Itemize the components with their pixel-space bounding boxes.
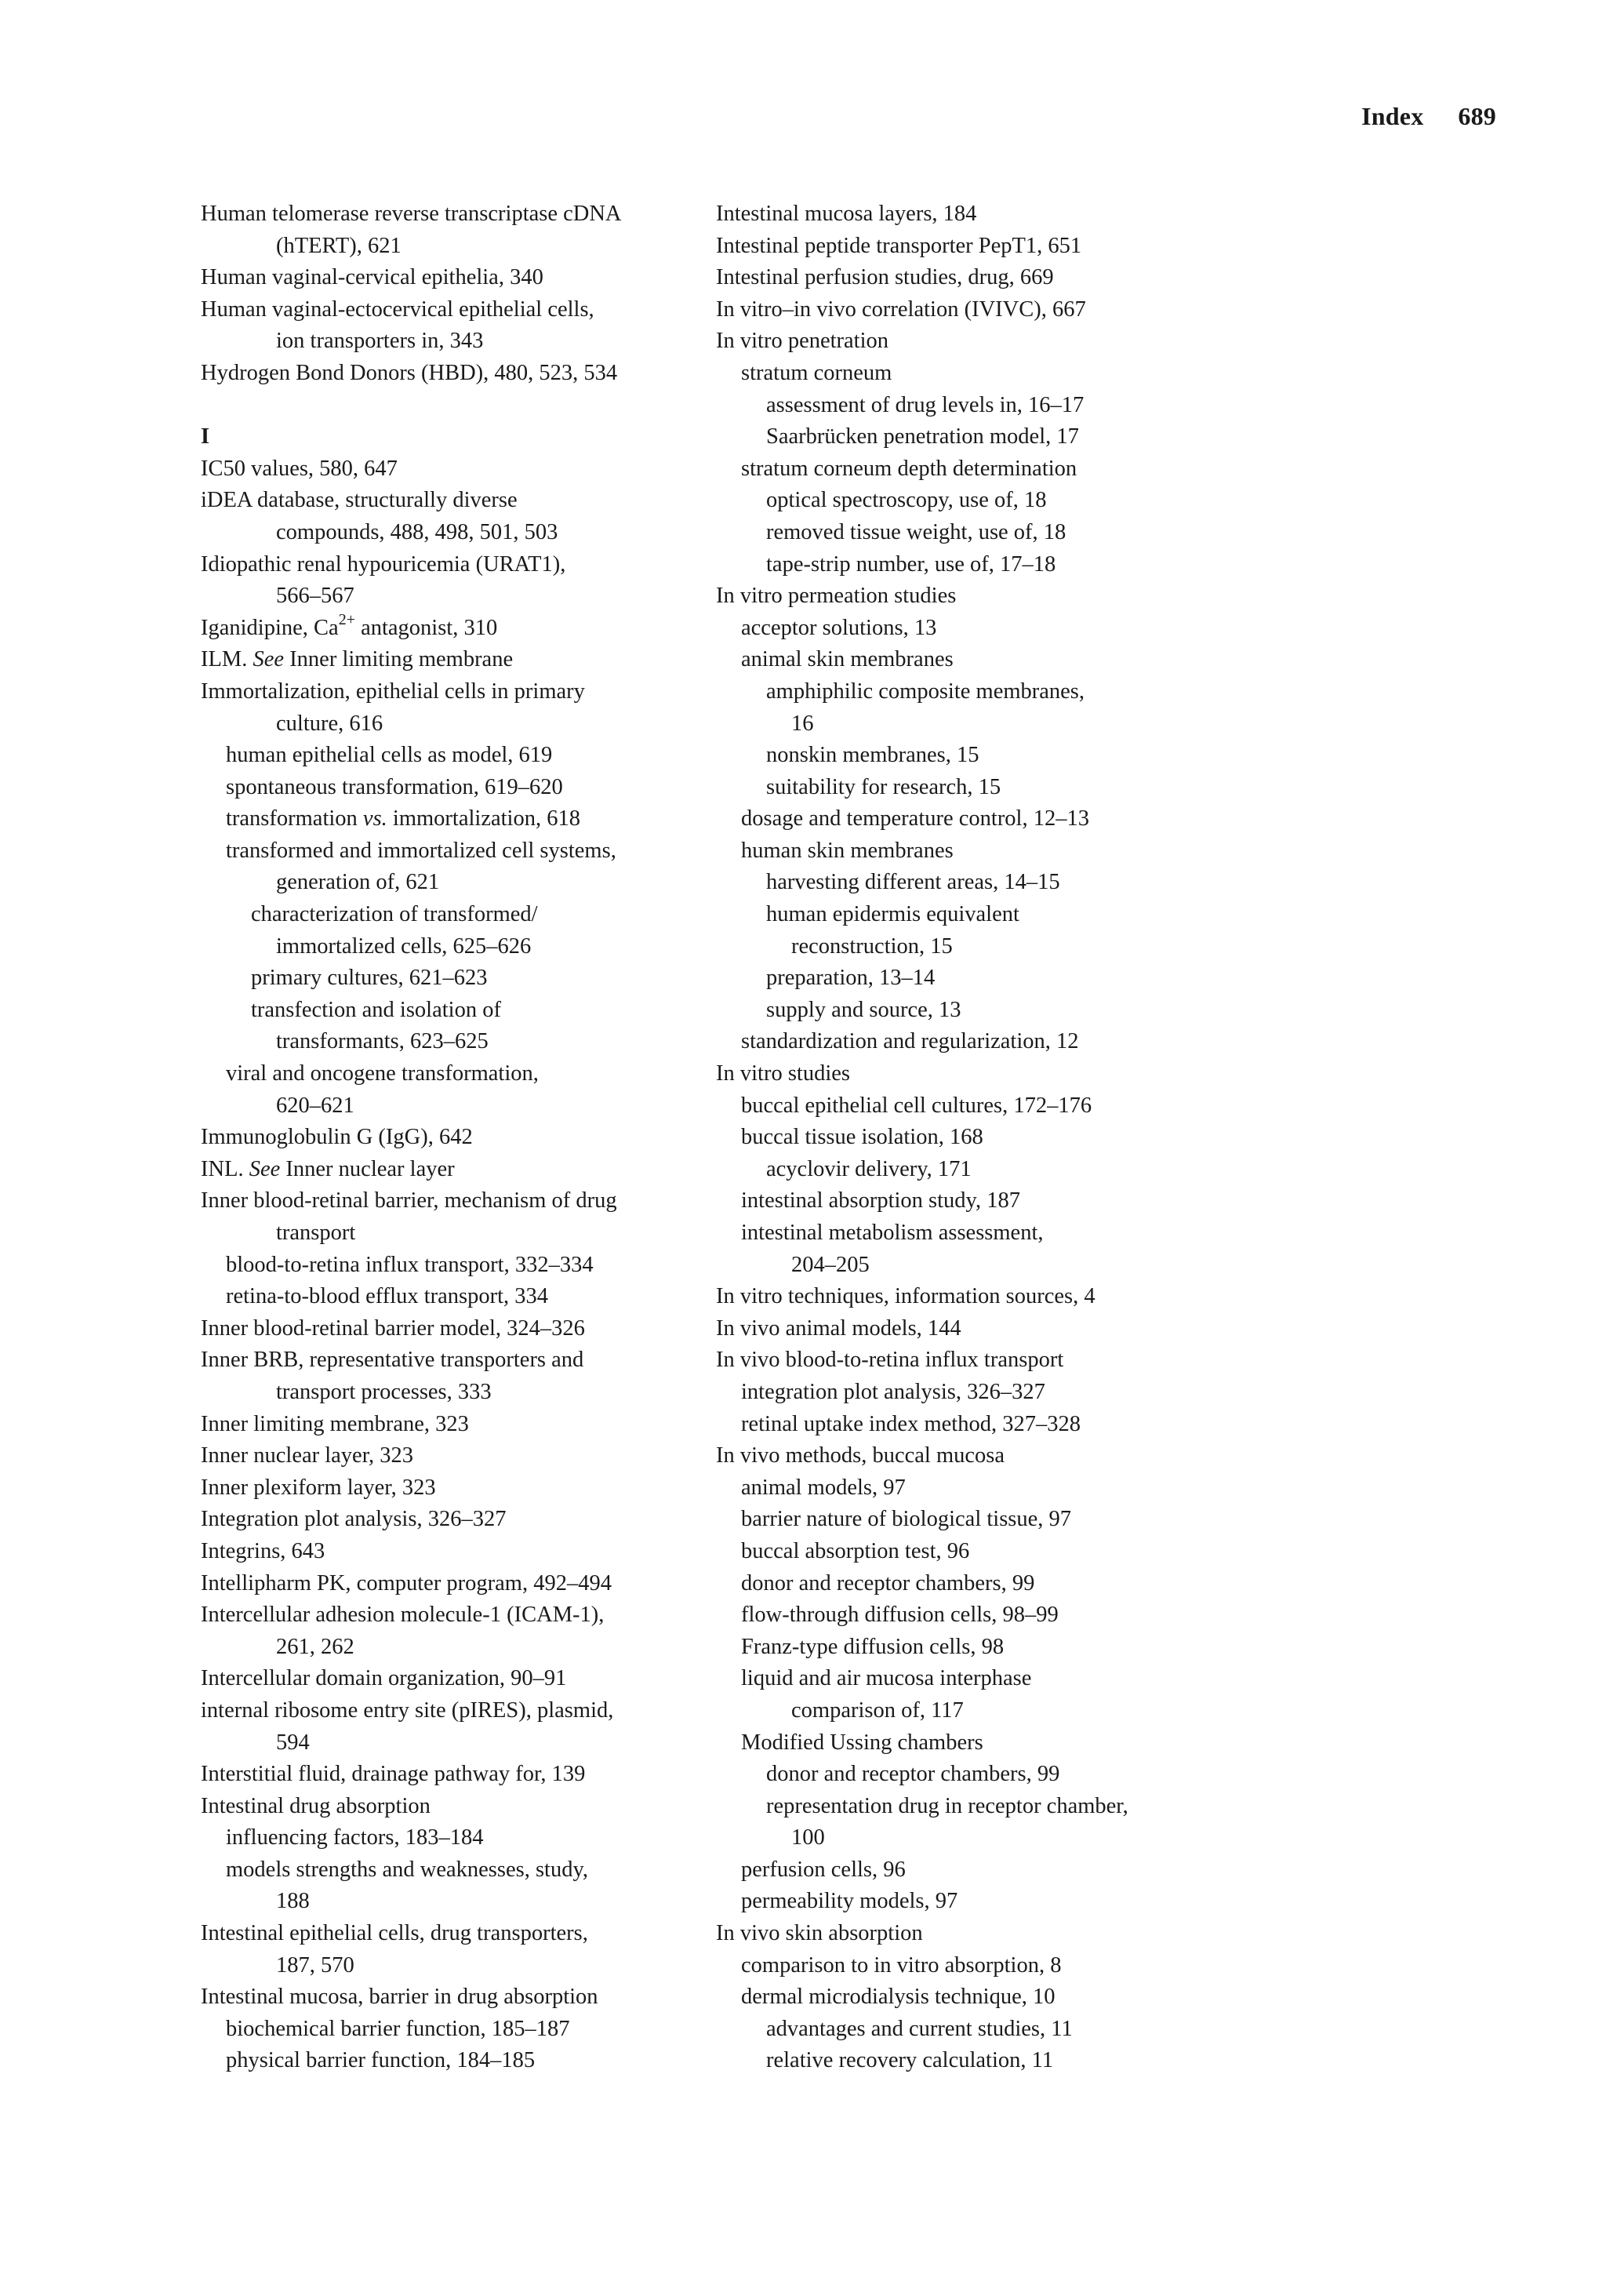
index-entry: retinal uptake index method, 327–328 bbox=[741, 1411, 1081, 1436]
index-entry: Intestinal peptide transporter PepT1, 651 bbox=[716, 233, 1082, 258]
index-entry: transport bbox=[276, 1221, 356, 1245]
index-entry: transformants, 623–625 bbox=[276, 1029, 489, 1054]
index-entry: suitability for research, 15 bbox=[766, 774, 1001, 799]
index-entry: dermal microdialysis technique, 10 bbox=[741, 1985, 1056, 2010]
index-entry: Intestinal epithelial cells, drug transporters, bbox=[201, 1921, 588, 1946]
index-entry: Immunoglobulin G (IgG), 642 bbox=[201, 1125, 473, 1150]
index-entry: IC50 values, 580, 647 bbox=[201, 456, 398, 481]
index-entry: In vitro studies bbox=[716, 1061, 850, 1086]
index-entry: comparison of, 117 bbox=[791, 1697, 964, 1723]
index-entry: intestinal metabolism assessment, bbox=[741, 1221, 1044, 1245]
index-entry: immortalized cells, 625–626 bbox=[276, 933, 532, 959]
index-entry: Inner blood-retinal barrier model, 324–326 bbox=[201, 1315, 585, 1341]
index-entry: In vivo methods, buccal mucosa bbox=[716, 1443, 1005, 1468]
index-entry: Human vaginal-cervical epithelia, 340 bbox=[201, 265, 543, 290]
index-entry: retina-to-blood efflux transport, 334 bbox=[226, 1284, 549, 1309]
index-entry: assessment of drug levels in, 16–17 bbox=[766, 392, 1085, 417]
index-entry: nonskin membranes, 15 bbox=[766, 743, 979, 768]
index-column-right bbox=[716, 198, 1218, 2077]
index-entry: Intestinal mucosa, barrier in drug absorption bbox=[201, 1985, 598, 2010]
index-entry: Inner blood-retinal barrier, mechanism of drug bbox=[201, 1188, 617, 1213]
index-entry: amphiphilic composite membranes, bbox=[766, 679, 1085, 704]
section-letter-heading: I bbox=[201, 424, 210, 449]
index-entry: acyclovir delivery, 171 bbox=[766, 1156, 972, 1181]
index-entry: ILM. See Inner limiting membrane bbox=[201, 647, 514, 672]
index-entry: Inner plexiform layer, 323 bbox=[201, 1475, 436, 1500]
index-entry: perfusion cells, 96 bbox=[741, 1857, 906, 1882]
index-entry: models strengths and weaknesses, study, bbox=[226, 1857, 588, 1882]
section-spacer bbox=[201, 390, 703, 422]
index-entry: spontaneous transformation, 619–620 bbox=[226, 774, 563, 799]
index-entry: generation of, 621 bbox=[276, 870, 440, 895]
index-entry: Hydrogen Bond Donors (HBD), 480, 523, 534 bbox=[201, 360, 618, 385]
index-entry: Intestinal drug absorption bbox=[201, 1793, 431, 1818]
index-entry: iDEA database, structurally diverse bbox=[201, 488, 518, 513]
index-entry: ion transporters in, 343 bbox=[276, 329, 484, 354]
index-entry: physical barrier function, 184–185 bbox=[226, 2048, 536, 2073]
index-entry: stratum corneum bbox=[741, 360, 892, 385]
index-entry: Saarbrücken penetration model, 17 bbox=[766, 424, 1079, 449]
index-entry: Intercellular domain organization, 90–91 bbox=[201, 1666, 567, 1691]
index-entry: In vivo blood-to-retina influx transport bbox=[716, 1348, 1064, 1373]
index-entry: primary cultures, 621–623 bbox=[251, 966, 488, 991]
index-entry: standardization and regularization, 12 bbox=[741, 1029, 1079, 1054]
index-entry: characterization of transformed/ bbox=[251, 902, 538, 927]
index-entry: Intellipharm PK, computer program, 492–494 bbox=[201, 1570, 612, 1596]
index-entry: human skin membranes bbox=[741, 838, 954, 863]
index-entry: Human vaginal-ectocervical epithelial cells, bbox=[201, 297, 594, 322]
index-entry: (hTERT), 621 bbox=[276, 233, 402, 258]
index-entry: Interstitial fluid, drainage pathway for, 139 bbox=[201, 1762, 586, 1787]
index-entry: harvesting different areas, 14–15 bbox=[766, 870, 1060, 895]
index-entry: viral and oncogene transformation, bbox=[226, 1061, 539, 1086]
index-entry: Immortalization, epithelial cells in primary bbox=[201, 679, 585, 704]
index-entry: donor and receptor chambers, 99 bbox=[766, 1762, 1060, 1787]
index-entry: Iganidipine, $Ca^{2+}$ antagonist, 310 bbox=[201, 611, 498, 640]
index-entry: 594 bbox=[276, 1730, 310, 1755]
index-entry: Integrins, 643 bbox=[201, 1538, 325, 1563]
index-entry: Franz-type diffusion cells, 98 bbox=[741, 1634, 1005, 1659]
index-entry: Modified Ussing chambers bbox=[741, 1730, 983, 1755]
page-number: 689 bbox=[1458, 102, 1496, 130]
index-entry: donor and receptor chambers, 99 bbox=[741, 1570, 1035, 1596]
index-entry: barrier nature of biological tissue, 97 bbox=[741, 1507, 1072, 1532]
index-entry: integration plot analysis, 326–327 bbox=[741, 1379, 1045, 1404]
index-entry: representation drug in receptor chamber, bbox=[766, 1793, 1128, 1818]
index-column-left bbox=[201, 198, 703, 2077]
index-entry: 566–567 bbox=[276, 584, 354, 609]
index-entry: relative recovery calculation, 11 bbox=[766, 2048, 1054, 2073]
index-entry: comparison to in vitro absorption, 8 bbox=[741, 1952, 1062, 1978]
index-entry: 100 bbox=[791, 1825, 825, 1850]
index-entry: intestinal absorption study, 187 bbox=[741, 1188, 1020, 1213]
index-entry: advantages and current studies, 11 bbox=[766, 2016, 1073, 2041]
index-entry: buccal epithelial cell cultures, 172–176 bbox=[741, 1093, 1092, 1118]
index-entry: In vitro–in vivo correlation (IVIVC), 667 bbox=[716, 297, 1086, 322]
index-entry: Integration plot analysis, 326–327 bbox=[201, 1507, 507, 1532]
index-entry: Inner nuclear layer, 323 bbox=[201, 1443, 414, 1468]
index-entry: acceptor solutions, 13 bbox=[741, 615, 937, 640]
index-entry: flow-through diffusion cells, 98–99 bbox=[741, 1603, 1059, 1628]
index-entry: human epithelial cells as model, 619 bbox=[226, 743, 553, 768]
index-entry: In vitro permeation studies bbox=[716, 584, 957, 609]
index-entry: blood-to-retina influx transport, 332–334 bbox=[226, 1252, 594, 1277]
index-entry: 188 bbox=[276, 1889, 310, 1914]
index-entry: transfection and isolation of bbox=[251, 997, 501, 1022]
index-entry: 204–205 bbox=[791, 1252, 870, 1277]
index-entry: In vitro techniques, information sources, 4 bbox=[716, 1284, 1095, 1309]
index-entry: 620–621 bbox=[276, 1093, 354, 1118]
index-entry: influencing factors, 183–184 bbox=[226, 1825, 484, 1850]
index-entry: compounds, 488, 498, 501, 503 bbox=[276, 519, 558, 544]
index-entry: Intestinal perfusion studies, drug, 669 bbox=[716, 265, 1054, 290]
index-entry: culture, 616 bbox=[276, 711, 383, 736]
index-entry: human epidermis equivalent bbox=[766, 902, 1019, 927]
index-entry: preparation, 13–14 bbox=[766, 966, 936, 991]
index-entry: optical spectroscopy, use of, 18 bbox=[766, 488, 1047, 513]
index-entry: Intestinal mucosa layers, 184 bbox=[716, 202, 977, 226]
index-entry: In vivo animal models, 144 bbox=[716, 1315, 961, 1341]
index-entry: reconstruction, 15 bbox=[791, 933, 953, 959]
running-head-title: Index bbox=[1361, 102, 1424, 130]
index-entry: Inner BRB, representative transporters and bbox=[201, 1348, 584, 1373]
index-entry: transport processes, 333 bbox=[276, 1379, 492, 1404]
index-entry: supply and source, 13 bbox=[766, 997, 961, 1022]
index-entry: liquid and air mucosa interphase bbox=[741, 1666, 1032, 1691]
index-entry: removed tissue weight, use of, 18 bbox=[766, 519, 1066, 544]
index-entry: buccal absorption test, 96 bbox=[741, 1538, 970, 1563]
index-entry: internal ribosome entry site (pIRES), plasmid, bbox=[201, 1697, 614, 1723]
index-entry: 187, 570 bbox=[276, 1952, 354, 1978]
index-entry: Human telomerase reverse transcriptase cDNA bbox=[201, 202, 622, 226]
index-entry: In vivo skin absorption bbox=[716, 1921, 923, 1946]
index-entry: dosage and temperature control, 12–13 bbox=[741, 806, 1089, 831]
index-entry: 16 bbox=[791, 711, 814, 736]
running-head bbox=[1361, 102, 1496, 131]
index-entry: animal models, 97 bbox=[741, 1475, 906, 1500]
index-entry: Idiopathic renal hypouricemia (URAT1), bbox=[201, 551, 566, 577]
index-entry: biochemical barrier function, 185–187 bbox=[226, 2016, 570, 2041]
index-entry: animal skin membranes bbox=[741, 647, 954, 672]
index-entry: INL. See Inner nuclear layer bbox=[201, 1156, 455, 1181]
index-entry: 261, 262 bbox=[276, 1634, 354, 1659]
index-entry: stratum corneum depth determination bbox=[741, 456, 1077, 481]
index-entry: In vitro penetration bbox=[716, 329, 889, 354]
index-entry: tape-strip number, use of, 17–18 bbox=[766, 551, 1056, 577]
index-entry: buccal tissue isolation, 168 bbox=[741, 1125, 983, 1150]
index-entry: permeability models, 97 bbox=[741, 1889, 958, 1914]
index-entry: transformation vs. immortalization, 618 bbox=[226, 806, 580, 831]
index-entry: Inner limiting membrane, 323 bbox=[201, 1411, 469, 1436]
index-entry: transformed and immortalized cell systems, bbox=[226, 838, 616, 863]
index-entry: Intercellular adhesion molecule-1 (ICAM-1), bbox=[201, 1603, 605, 1628]
